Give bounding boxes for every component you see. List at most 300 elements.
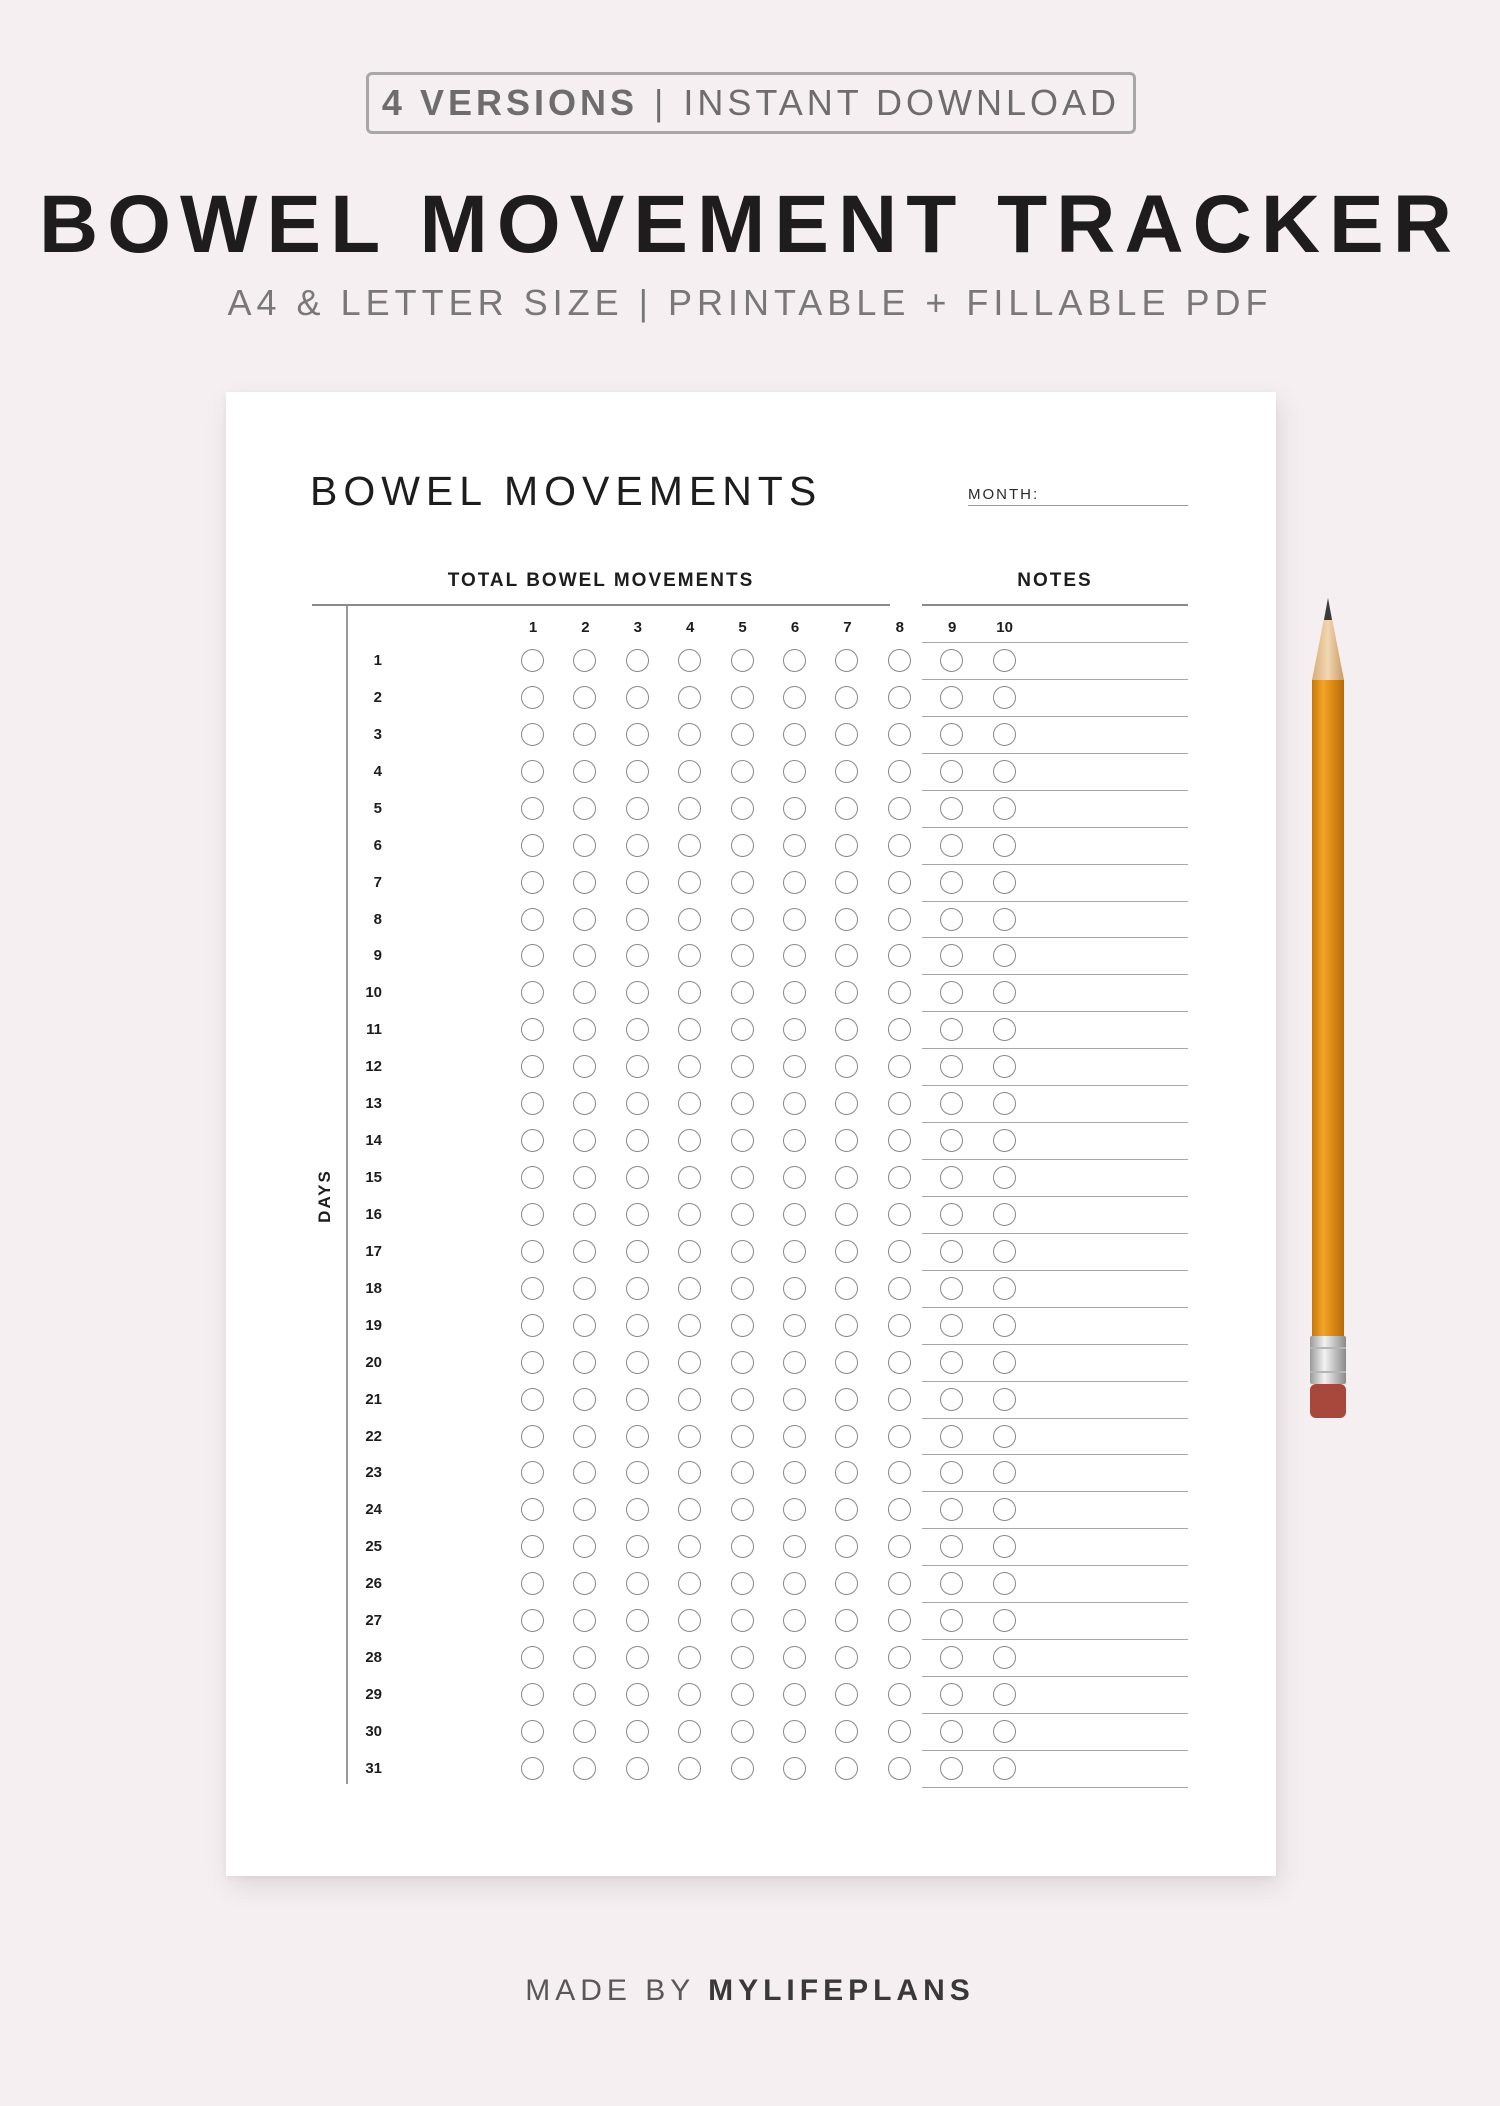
tracker-circle[interactable] bbox=[783, 1425, 806, 1448]
tracker-circle[interactable] bbox=[678, 1166, 701, 1189]
tracker-circle[interactable] bbox=[783, 1572, 806, 1595]
tracker-circle[interactable] bbox=[521, 1240, 544, 1263]
tracker-circle[interactable] bbox=[521, 1277, 544, 1300]
tracker-circle[interactable] bbox=[626, 1092, 649, 1115]
tracker-circle[interactable] bbox=[626, 723, 649, 746]
tracker-circle[interactable] bbox=[835, 1203, 858, 1226]
tracker-circle[interactable] bbox=[940, 1683, 963, 1706]
note-line[interactable] bbox=[922, 974, 1188, 975]
tracker-circle[interactable] bbox=[678, 1055, 701, 1078]
tracker-circle[interactable] bbox=[835, 1055, 858, 1078]
tracker-circle[interactable] bbox=[521, 1018, 544, 1041]
tracker-circle[interactable] bbox=[835, 981, 858, 1004]
tracker-circle[interactable] bbox=[993, 1683, 1016, 1706]
tracker-circle[interactable] bbox=[888, 1425, 911, 1448]
tracker-circle[interactable] bbox=[783, 1683, 806, 1706]
tracker-circle[interactable] bbox=[940, 1757, 963, 1780]
tracker-circle[interactable] bbox=[783, 871, 806, 894]
tracker-circle[interactable] bbox=[678, 797, 701, 820]
tracker-circle[interactable] bbox=[678, 1425, 701, 1448]
tracker-circle[interactable] bbox=[521, 1203, 544, 1226]
tracker-circle[interactable] bbox=[940, 1425, 963, 1448]
tracker-circle[interactable] bbox=[940, 908, 963, 931]
tracker-circle[interactable] bbox=[888, 1388, 911, 1411]
tracker-circle[interactable] bbox=[783, 1166, 806, 1189]
tracker-circle[interactable] bbox=[521, 649, 544, 672]
tracker-circle[interactable] bbox=[573, 1166, 596, 1189]
note-line[interactable] bbox=[922, 937, 1188, 938]
tracker-circle[interactable] bbox=[993, 1720, 1016, 1743]
tracker-circle[interactable] bbox=[835, 1166, 858, 1189]
tracker-circle[interactable] bbox=[731, 797, 754, 820]
tracker-circle[interactable] bbox=[940, 1055, 963, 1078]
tracker-circle[interactable] bbox=[678, 1092, 701, 1115]
tracker-circle[interactable] bbox=[888, 1683, 911, 1706]
tracker-circle[interactable] bbox=[731, 871, 754, 894]
tracker-circle[interactable] bbox=[835, 1535, 858, 1558]
tracker-circle[interactable] bbox=[993, 1351, 1016, 1374]
tracker-circle[interactable] bbox=[835, 1646, 858, 1669]
tracker-circle[interactable] bbox=[521, 1129, 544, 1152]
tracker-circle[interactable] bbox=[783, 981, 806, 1004]
tracker-circle[interactable] bbox=[888, 908, 911, 931]
tracker-circle[interactable] bbox=[783, 908, 806, 931]
tracker-circle[interactable] bbox=[573, 1572, 596, 1595]
note-line[interactable] bbox=[922, 864, 1188, 865]
tracker-circle[interactable] bbox=[731, 1572, 754, 1595]
tracker-circle[interactable] bbox=[835, 649, 858, 672]
tracker-circle[interactable] bbox=[626, 1683, 649, 1706]
tracker-circle[interactable] bbox=[626, 760, 649, 783]
tracker-circle[interactable] bbox=[940, 1018, 963, 1041]
note-line[interactable] bbox=[922, 1233, 1188, 1234]
tracker-circle[interactable] bbox=[783, 686, 806, 709]
tracker-circle[interactable] bbox=[678, 649, 701, 672]
tracker-circle[interactable] bbox=[678, 1018, 701, 1041]
tracker-circle[interactable] bbox=[678, 944, 701, 967]
tracker-circle[interactable] bbox=[888, 797, 911, 820]
tracker-circle[interactable] bbox=[521, 981, 544, 1004]
note-line[interactable] bbox=[922, 1344, 1188, 1345]
tracker-circle[interactable] bbox=[573, 871, 596, 894]
note-line[interactable] bbox=[922, 1713, 1188, 1714]
tracker-circle[interactable] bbox=[731, 1535, 754, 1558]
tracker-circle[interactable] bbox=[993, 1757, 1016, 1780]
tracker-circle[interactable] bbox=[678, 1277, 701, 1300]
tracker-circle[interactable] bbox=[940, 1166, 963, 1189]
month-field-line[interactable] bbox=[968, 505, 1188, 506]
tracker-circle[interactable] bbox=[678, 760, 701, 783]
note-line[interactable] bbox=[922, 1787, 1188, 1788]
tracker-circle[interactable] bbox=[835, 1018, 858, 1041]
tracker-circle[interactable] bbox=[678, 1388, 701, 1411]
tracker-circle[interactable] bbox=[888, 1055, 911, 1078]
tracker-circle[interactable] bbox=[731, 1018, 754, 1041]
tracker-circle[interactable] bbox=[993, 1535, 1016, 1558]
tracker-circle[interactable] bbox=[678, 1314, 701, 1337]
tracker-circle[interactable] bbox=[678, 981, 701, 1004]
tracker-circle[interactable] bbox=[835, 1498, 858, 1521]
note-line[interactable] bbox=[922, 1085, 1188, 1086]
tracker-circle[interactable] bbox=[573, 1461, 596, 1484]
tracker-circle[interactable] bbox=[783, 1646, 806, 1669]
tracker-circle[interactable] bbox=[573, 760, 596, 783]
tracker-circle[interactable] bbox=[731, 1461, 754, 1484]
tracker-circle[interactable] bbox=[626, 1018, 649, 1041]
tracker-circle[interactable] bbox=[993, 1129, 1016, 1152]
tracker-circle[interactable] bbox=[835, 760, 858, 783]
tracker-circle[interactable] bbox=[835, 871, 858, 894]
tracker-circle[interactable] bbox=[835, 1240, 858, 1263]
tracker-circle[interactable] bbox=[521, 1609, 544, 1632]
tracker-circle[interactable] bbox=[731, 1129, 754, 1152]
tracker-circle[interactable] bbox=[783, 1018, 806, 1041]
tracker-circle[interactable] bbox=[731, 1388, 754, 1411]
tracker-circle[interactable] bbox=[993, 686, 1016, 709]
tracker-circle[interactable] bbox=[573, 1535, 596, 1558]
tracker-circle[interactable] bbox=[888, 1757, 911, 1780]
tracker-circle[interactable] bbox=[835, 908, 858, 931]
tracker-circle[interactable] bbox=[783, 1314, 806, 1337]
tracker-circle[interactable] bbox=[521, 1720, 544, 1743]
tracker-circle[interactable] bbox=[835, 834, 858, 857]
tracker-circle[interactable] bbox=[731, 981, 754, 1004]
tracker-circle[interactable] bbox=[888, 944, 911, 967]
tracker-circle[interactable] bbox=[940, 1388, 963, 1411]
tracker-circle[interactable] bbox=[573, 1425, 596, 1448]
tracker-circle[interactable] bbox=[678, 1757, 701, 1780]
tracker-circle[interactable] bbox=[993, 649, 1016, 672]
tracker-circle[interactable] bbox=[573, 1203, 596, 1226]
tracker-circle[interactable] bbox=[678, 871, 701, 894]
tracker-circle[interactable] bbox=[626, 1388, 649, 1411]
tracker-circle[interactable] bbox=[940, 834, 963, 857]
tracker-circle[interactable] bbox=[731, 834, 754, 857]
tracker-circle[interactable] bbox=[573, 686, 596, 709]
note-line[interactable] bbox=[922, 1048, 1188, 1049]
tracker-circle[interactable] bbox=[573, 944, 596, 967]
note-line[interactable] bbox=[922, 753, 1188, 754]
tracker-circle[interactable] bbox=[626, 1757, 649, 1780]
note-line[interactable] bbox=[922, 1750, 1188, 1751]
tracker-circle[interactable] bbox=[521, 686, 544, 709]
tracker-circle[interactable] bbox=[573, 1055, 596, 1078]
tracker-circle[interactable] bbox=[835, 1277, 858, 1300]
tracker-circle[interactable] bbox=[731, 908, 754, 931]
tracker-circle[interactable] bbox=[573, 1351, 596, 1374]
tracker-circle[interactable] bbox=[993, 1425, 1016, 1448]
tracker-circle[interactable] bbox=[678, 1683, 701, 1706]
tracker-circle[interactable] bbox=[521, 1498, 544, 1521]
tracker-circle[interactable] bbox=[835, 1388, 858, 1411]
note-line[interactable] bbox=[922, 1676, 1188, 1677]
tracker-circle[interactable] bbox=[888, 1572, 911, 1595]
note-line[interactable] bbox=[922, 1491, 1188, 1492]
tracker-circle[interactable] bbox=[731, 1314, 754, 1337]
note-line[interactable] bbox=[922, 1307, 1188, 1308]
tracker-circle[interactable] bbox=[626, 1720, 649, 1743]
tracker-circle[interactable] bbox=[940, 649, 963, 672]
tracker-circle[interactable] bbox=[993, 1166, 1016, 1189]
tracker-circle[interactable] bbox=[521, 1314, 544, 1337]
tracker-circle[interactable] bbox=[783, 1277, 806, 1300]
tracker-circle[interactable] bbox=[888, 1314, 911, 1337]
tracker-circle[interactable] bbox=[521, 1572, 544, 1595]
tracker-circle[interactable] bbox=[678, 1461, 701, 1484]
tracker-circle[interactable] bbox=[940, 1351, 963, 1374]
tracker-circle[interactable] bbox=[835, 1314, 858, 1337]
tracker-circle[interactable] bbox=[626, 1572, 649, 1595]
tracker-circle[interactable] bbox=[940, 1240, 963, 1263]
tracker-circle[interactable] bbox=[521, 908, 544, 931]
tracker-circle[interactable] bbox=[940, 686, 963, 709]
tracker-circle[interactable] bbox=[783, 1535, 806, 1558]
tracker-circle[interactable] bbox=[678, 1609, 701, 1632]
tracker-circle[interactable] bbox=[731, 1277, 754, 1300]
tracker-circle[interactable] bbox=[626, 686, 649, 709]
tracker-circle[interactable] bbox=[783, 1757, 806, 1780]
tracker-circle[interactable] bbox=[573, 834, 596, 857]
tracker-circle[interactable] bbox=[521, 1757, 544, 1780]
tracker-circle[interactable] bbox=[993, 1314, 1016, 1337]
tracker-circle[interactable] bbox=[993, 1203, 1016, 1226]
tracker-circle[interactable] bbox=[783, 1388, 806, 1411]
tracker-circle[interactable] bbox=[626, 1646, 649, 1669]
tracker-circle[interactable] bbox=[783, 1240, 806, 1263]
tracker-circle[interactable] bbox=[626, 981, 649, 1004]
tracker-circle[interactable] bbox=[993, 944, 1016, 967]
tracker-circle[interactable] bbox=[521, 834, 544, 857]
tracker-circle[interactable] bbox=[783, 1461, 806, 1484]
note-line[interactable] bbox=[922, 1454, 1188, 1455]
tracker-circle[interactable] bbox=[940, 1498, 963, 1521]
tracker-circle[interactable] bbox=[783, 1609, 806, 1632]
tracker-circle[interactable] bbox=[573, 1646, 596, 1669]
note-line[interactable] bbox=[922, 1418, 1188, 1419]
tracker-circle[interactable] bbox=[678, 908, 701, 931]
note-line[interactable] bbox=[922, 1122, 1188, 1123]
tracker-circle[interactable] bbox=[783, 723, 806, 746]
tracker-circle[interactable] bbox=[888, 1018, 911, 1041]
tracker-circle[interactable] bbox=[993, 760, 1016, 783]
tracker-circle[interactable] bbox=[678, 1535, 701, 1558]
tracker-circle[interactable] bbox=[626, 1425, 649, 1448]
tracker-circle[interactable] bbox=[835, 1757, 858, 1780]
tracker-circle[interactable] bbox=[940, 760, 963, 783]
note-line[interactable] bbox=[922, 827, 1188, 828]
tracker-circle[interactable] bbox=[888, 1277, 911, 1300]
tracker-circle[interactable] bbox=[888, 723, 911, 746]
tracker-circle[interactable] bbox=[993, 1092, 1016, 1115]
tracker-circle[interactable] bbox=[521, 1055, 544, 1078]
tracker-circle[interactable] bbox=[731, 1240, 754, 1263]
tracker-circle[interactable] bbox=[940, 797, 963, 820]
tracker-circle[interactable] bbox=[940, 723, 963, 746]
tracker-circle[interactable] bbox=[888, 760, 911, 783]
tracker-circle[interactable] bbox=[731, 1683, 754, 1706]
tracker-circle[interactable] bbox=[731, 1609, 754, 1632]
tracker-circle[interactable] bbox=[731, 1203, 754, 1226]
tracker-circle[interactable] bbox=[521, 1351, 544, 1374]
tracker-circle[interactable] bbox=[573, 797, 596, 820]
tracker-circle[interactable] bbox=[888, 1609, 911, 1632]
tracker-circle[interactable] bbox=[678, 1203, 701, 1226]
tracker-circle[interactable] bbox=[731, 1092, 754, 1115]
tracker-circle[interactable] bbox=[993, 834, 1016, 857]
tracker-circle[interactable] bbox=[573, 1277, 596, 1300]
note-line[interactable] bbox=[922, 679, 1188, 680]
tracker-circle[interactable] bbox=[783, 649, 806, 672]
tracker-circle[interactable] bbox=[888, 1203, 911, 1226]
tracker-circle[interactable] bbox=[573, 1018, 596, 1041]
tracker-circle[interactable] bbox=[993, 908, 1016, 931]
tracker-circle[interactable] bbox=[678, 834, 701, 857]
tracker-circle[interactable] bbox=[783, 1055, 806, 1078]
tracker-circle[interactable] bbox=[993, 981, 1016, 1004]
tracker-circle[interactable] bbox=[940, 981, 963, 1004]
tracker-circle[interactable] bbox=[626, 1314, 649, 1337]
note-line[interactable] bbox=[922, 1159, 1188, 1160]
tracker-circle[interactable] bbox=[626, 871, 649, 894]
tracker-circle[interactable] bbox=[573, 1388, 596, 1411]
tracker-circle[interactable] bbox=[731, 1166, 754, 1189]
tracker-circle[interactable] bbox=[940, 1314, 963, 1337]
tracker-circle[interactable] bbox=[573, 649, 596, 672]
tracker-circle[interactable] bbox=[940, 944, 963, 967]
tracker-circle[interactable] bbox=[626, 649, 649, 672]
tracker-circle[interactable] bbox=[731, 686, 754, 709]
tracker-circle[interactable] bbox=[888, 1461, 911, 1484]
tracker-circle[interactable] bbox=[626, 1129, 649, 1152]
tracker-circle[interactable] bbox=[573, 1757, 596, 1780]
tracker-circle[interactable] bbox=[573, 723, 596, 746]
tracker-circle[interactable] bbox=[626, 908, 649, 931]
tracker-circle[interactable] bbox=[993, 1461, 1016, 1484]
tracker-circle[interactable] bbox=[626, 1166, 649, 1189]
tracker-circle[interactable] bbox=[731, 1425, 754, 1448]
tracker-circle[interactable] bbox=[626, 1609, 649, 1632]
tracker-circle[interactable] bbox=[521, 1683, 544, 1706]
tracker-circle[interactable] bbox=[888, 1166, 911, 1189]
tracker-circle[interactable] bbox=[940, 1203, 963, 1226]
tracker-circle[interactable] bbox=[626, 1535, 649, 1558]
tracker-circle[interactable] bbox=[783, 944, 806, 967]
tracker-circle[interactable] bbox=[888, 1351, 911, 1374]
tracker-circle[interactable] bbox=[993, 1498, 1016, 1521]
tracker-circle[interactable] bbox=[835, 723, 858, 746]
tracker-circle[interactable] bbox=[940, 1535, 963, 1558]
note-line[interactable] bbox=[922, 716, 1188, 717]
tracker-circle[interactable] bbox=[626, 944, 649, 967]
tracker-circle[interactable] bbox=[783, 1498, 806, 1521]
tracker-circle[interactable] bbox=[783, 1129, 806, 1152]
tracker-circle[interactable] bbox=[993, 1055, 1016, 1078]
tracker-circle[interactable] bbox=[626, 1055, 649, 1078]
tracker-circle[interactable] bbox=[783, 1203, 806, 1226]
tracker-circle[interactable] bbox=[835, 1092, 858, 1115]
tracker-circle[interactable] bbox=[521, 1535, 544, 1558]
tracker-circle[interactable] bbox=[573, 1092, 596, 1115]
tracker-circle[interactable] bbox=[573, 1314, 596, 1337]
tracker-circle[interactable] bbox=[573, 1683, 596, 1706]
tracker-circle[interactable] bbox=[521, 797, 544, 820]
tracker-circle[interactable] bbox=[888, 686, 911, 709]
tracker-circle[interactable] bbox=[521, 944, 544, 967]
tracker-circle[interactable] bbox=[731, 1646, 754, 1669]
tracker-circle[interactable] bbox=[993, 1646, 1016, 1669]
note-line[interactable] bbox=[922, 1528, 1188, 1529]
tracker-circle[interactable] bbox=[678, 686, 701, 709]
tracker-circle[interactable] bbox=[993, 1388, 1016, 1411]
note-line[interactable] bbox=[922, 1602, 1188, 1603]
tracker-circle[interactable] bbox=[626, 1498, 649, 1521]
tracker-circle[interactable] bbox=[678, 1351, 701, 1374]
tracker-circle[interactable] bbox=[731, 760, 754, 783]
tracker-circle[interactable] bbox=[783, 1720, 806, 1743]
tracker-circle[interactable] bbox=[678, 1240, 701, 1263]
tracker-circle[interactable] bbox=[993, 1609, 1016, 1632]
tracker-circle[interactable] bbox=[521, 723, 544, 746]
tracker-circle[interactable] bbox=[731, 1757, 754, 1780]
tracker-circle[interactable] bbox=[835, 944, 858, 967]
tracker-circle[interactable] bbox=[626, 1461, 649, 1484]
note-line[interactable] bbox=[922, 642, 1188, 643]
tracker-circle[interactable] bbox=[940, 1461, 963, 1484]
tracker-circle[interactable] bbox=[731, 649, 754, 672]
tracker-circle[interactable] bbox=[521, 871, 544, 894]
tracker-circle[interactable] bbox=[993, 723, 1016, 746]
tracker-circle[interactable] bbox=[731, 1720, 754, 1743]
tracker-circle[interactable] bbox=[888, 1498, 911, 1521]
tracker-circle[interactable] bbox=[888, 1535, 911, 1558]
tracker-circle[interactable] bbox=[993, 871, 1016, 894]
tracker-circle[interactable] bbox=[940, 871, 963, 894]
note-line[interactable] bbox=[922, 1270, 1188, 1271]
tracker-circle[interactable] bbox=[835, 1572, 858, 1595]
note-line[interactable] bbox=[922, 1381, 1188, 1382]
tracker-circle[interactable] bbox=[731, 1498, 754, 1521]
tracker-circle[interactable] bbox=[888, 1129, 911, 1152]
tracker-circle[interactable] bbox=[835, 797, 858, 820]
tracker-circle[interactable] bbox=[940, 1720, 963, 1743]
tracker-circle[interactable] bbox=[783, 797, 806, 820]
tracker-circle[interactable] bbox=[835, 1129, 858, 1152]
tracker-circle[interactable] bbox=[940, 1609, 963, 1632]
note-line[interactable] bbox=[922, 1639, 1188, 1640]
tracker-circle[interactable] bbox=[993, 1277, 1016, 1300]
tracker-circle[interactable] bbox=[573, 1240, 596, 1263]
tracker-circle[interactable] bbox=[573, 1720, 596, 1743]
tracker-circle[interactable] bbox=[835, 1425, 858, 1448]
tracker-circle[interactable] bbox=[993, 1240, 1016, 1263]
tracker-circle[interactable] bbox=[835, 1351, 858, 1374]
tracker-circle[interactable] bbox=[731, 1055, 754, 1078]
tracker-circle[interactable] bbox=[626, 797, 649, 820]
tracker-circle[interactable] bbox=[626, 834, 649, 857]
tracker-circle[interactable] bbox=[835, 1461, 858, 1484]
tracker-circle[interactable] bbox=[573, 1609, 596, 1632]
tracker-circle[interactable] bbox=[521, 1646, 544, 1669]
tracker-circle[interactable] bbox=[678, 1498, 701, 1521]
note-line[interactable] bbox=[922, 1196, 1188, 1197]
tracker-circle[interactable] bbox=[626, 1240, 649, 1263]
tracker-circle[interactable] bbox=[573, 908, 596, 931]
tracker-circle[interactable] bbox=[993, 1018, 1016, 1041]
tracker-circle[interactable] bbox=[888, 1720, 911, 1743]
tracker-circle[interactable] bbox=[626, 1203, 649, 1226]
tracker-circle[interactable] bbox=[521, 1092, 544, 1115]
tracker-circle[interactable] bbox=[888, 1240, 911, 1263]
